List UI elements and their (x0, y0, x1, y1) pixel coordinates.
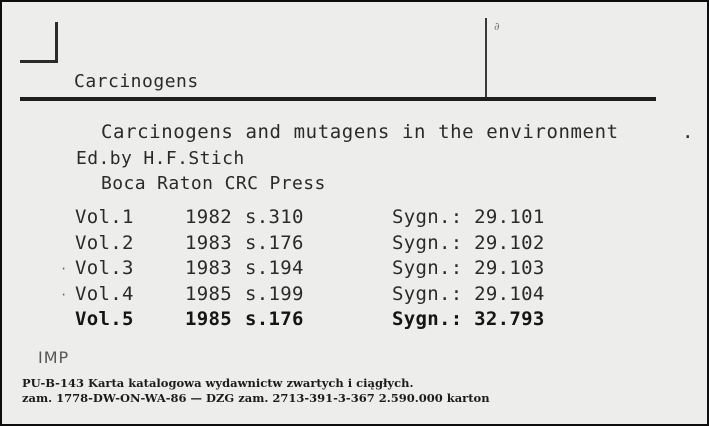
volume-bullet: · (60, 262, 68, 276)
volume-year: 1985 (185, 308, 232, 330)
volume-signature: Sygn.: 32.793 (392, 308, 545, 330)
form-footer-line-2: zam. 1778-DW-ON-WA-86 — DZG zam. 2713-391-3-367 2.590.000 karton (22, 391, 490, 405)
volume-row (2, 232, 707, 258)
volume-number: Vol.3 (75, 257, 134, 279)
corner-mark-horizontal (20, 60, 58, 63)
volume-signature: Sygn.: 29.102 (392, 232, 545, 254)
volume-row (2, 257, 707, 283)
volume-pages: s.176 (245, 308, 304, 330)
volume-year: 1982 (185, 206, 232, 228)
volume-signature: Sygn.: 29.104 (392, 283, 545, 305)
pencil-mark: ∂ (494, 20, 500, 33)
imp-stamp: IMP (38, 348, 70, 367)
volume-signature: Sygn.: 29.103 (392, 257, 545, 279)
volume-row (2, 206, 707, 232)
volume-year: 1985 (185, 283, 232, 305)
volume-row (2, 283, 707, 309)
catalog-card (2, 2, 707, 424)
title-end-mark: . (682, 121, 694, 143)
volume-pages: s.194 (245, 257, 304, 279)
volume-bullet: · (60, 288, 68, 302)
subject-heading: Carcinogens (74, 71, 199, 92)
volume-number: Vol.4 (75, 283, 134, 305)
volume-pages: s.199 (245, 283, 304, 305)
volume-year: 1983 (185, 257, 232, 279)
corner-mark-vertical (55, 22, 58, 63)
volume-pages: s.176 (245, 232, 304, 254)
volume-year: 1983 (185, 232, 232, 254)
editor-line: Ed.by H.F.Stich (76, 148, 245, 169)
publisher-line: Boca Raton CRC Press (101, 173, 326, 194)
volume-number: Vol.1 (75, 206, 134, 228)
book-title: Carcinogens and mutagens in the environment (101, 121, 619, 143)
header-divider-horizontal (20, 97, 656, 101)
form-footer-line-1: PU-B-143 Karta katalogowa wydawnictw zwartych i ciągłych. (22, 376, 414, 390)
volume-number: Vol.5 (75, 308, 134, 330)
volume-signature: Sygn.: 29.101 (392, 206, 545, 228)
volume-number: Vol.2 (75, 232, 134, 254)
volume-row (2, 308, 707, 334)
header-divider-vertical (485, 18, 487, 99)
volume-pages: s.310 (245, 206, 304, 228)
